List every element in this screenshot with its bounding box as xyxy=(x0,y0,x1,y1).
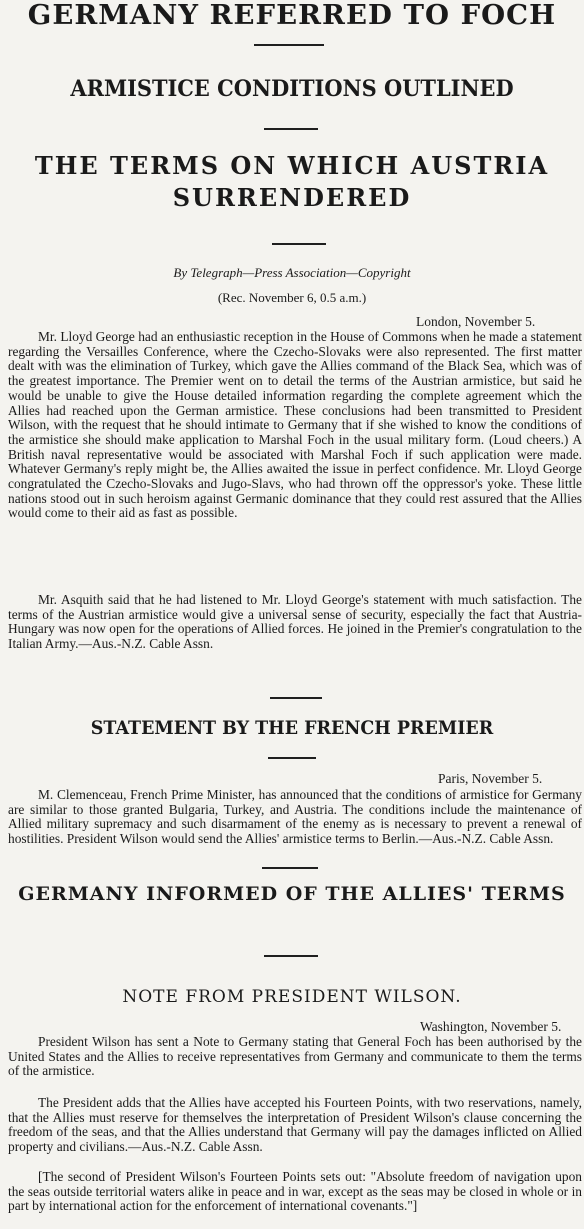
divider xyxy=(264,128,318,130)
germany-informed-headline: GERMANY INFORMED OF THE ALLIES' TERMS xyxy=(18,883,566,905)
subheadline: ARMISTICE CONDITIONS OUTLINED xyxy=(70,76,514,102)
divider xyxy=(272,243,326,245)
dateline-washington: Washington, November 5. xyxy=(420,1019,562,1034)
article-paragraph: Mr. Lloyd George had an enthusiastic reception in the House of Commons when he made a statement regarding the Versailles Conference, where the Czecho-Slovaks were also represented. The first matter dealt with was the elimination of Turkey, which gave the Allies command of the Black Sea, which was of the greatest importance. The Premier went on to detail the terms of the Austrian armistice, but said he would be unable to give the House detailed information regarding the complete agreement which the Allies had reached upon the German armistice. These conclusions had been transmitted to President Wilson, with the request that he should intimate to Germany that if she wished to know the conditions of the armistice she should make application to Marshal Foch in the usual military form. (Loud cheers.) A British naval representative would be associated with Marshal Foch if such application were made. Whatever Germany's reply might be, the Allies awaited the issue in perfect confidence. Mr. Lloyd George congratulated the Czecho-Slovaks and Jugo-Slavs, who had thrown off the oppressor's yoke. These little nations stood out in such heroism against Germanic dominance that they could rest assured that the Allies would come to their aid as fast as possible. xyxy=(8,329,582,521)
main-headline: GERMANY REFERRED TO FOCH xyxy=(27,0,557,31)
divider xyxy=(270,697,322,699)
byline: By Telegraph—Press Association—Copyright xyxy=(173,265,411,280)
austria-headline: THE TERMS ON WHICH AUSTRIA SURRENDERED xyxy=(34,151,550,212)
dateline-paris: Paris, November 5. xyxy=(438,771,543,786)
divider xyxy=(254,44,324,46)
article-paragraph: M. Clemenceau, French Prime Minister, has announced that the conditions of armistice for Germany are similar to those granted Bulgaria, Turkey, and Austria. The conditions include the maintenance of Allied military supremacy and such disarmament of the enemy as is necessary to prevent a renewal of hostilities. President Wilson would send the Allies' armistice terms to Berlin.—Aus.-N.Z. Cable Assn. xyxy=(8,787,582,847)
dateline-london: London, November 5. xyxy=(416,314,536,329)
article-paragraph: The President adds that the Allies have accepted his Fourteen Points, with two reservations, namely, that the Allies must reserve for themselves the interpretation of President Wilson's clause concerning the freedom of the seas, and that the Allies understand that Germany will pay the damages inflicted on Allied property and civilians.—Aus.-N.Z. Cable Assn. xyxy=(8,1095,582,1155)
article-paragraph: [The second of President Wilson's Fourteen Points sets out: "Absolute freedom of navigation upon the seas outside territorial waters alike in peace and in war, except as the seas may be closed in whole or in part by international action for the enforcement of international covenants."] xyxy=(8,1169,582,1214)
divider xyxy=(264,955,318,957)
received-time: (Rec. November 6, 0.5 a.m.) xyxy=(217,290,367,305)
article-paragraph: President Wilson has sent a Note to Germany stating that General Foch has been authorised by the United States and the Allies to receive representatives from Germany and communicate to them the terms of the armistice. xyxy=(8,1034,582,1079)
note-headline: NOTE FROM PRESIDENT WILSON. xyxy=(122,987,462,1007)
french-premier-headline: STATEMENT BY THE FRENCH PREMIER xyxy=(90,717,494,739)
divider xyxy=(262,867,318,869)
divider xyxy=(268,757,316,759)
article-paragraph: Mr. Asquith said that he had listened to Mr. Lloyd George's statement with much satisfaction. The terms of the Austrian armistice would give a universal sense of security, especially the fact that Austria-Hungary was now open for the operations of Allied forces. He joined in the Premier's congratulation to the Italian Army.—Aus.-N.Z. Cable Assn. xyxy=(8,592,582,652)
